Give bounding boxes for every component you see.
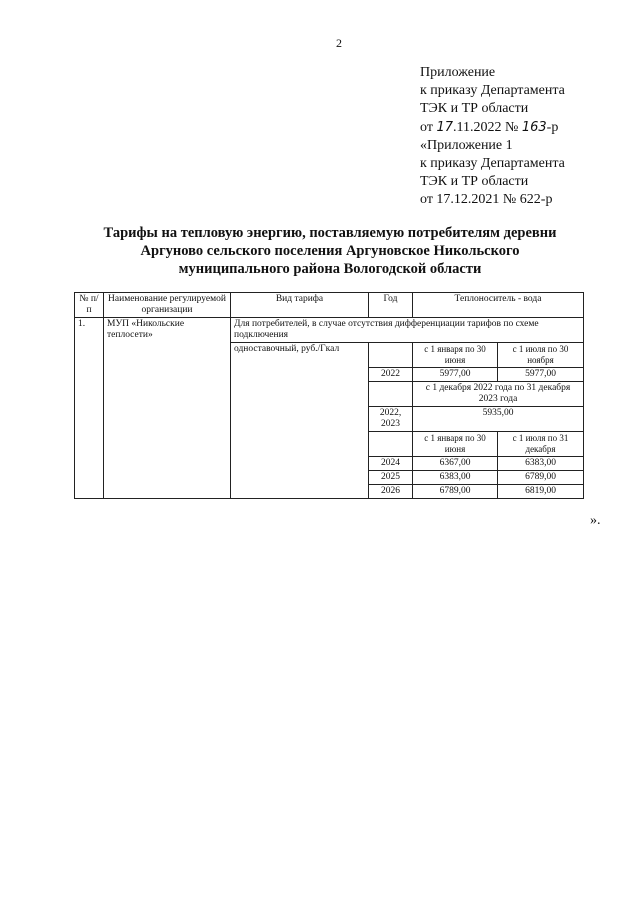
appendix-order-line — [420, 119, 565, 137]
value-cell: 5977,00 — [413, 368, 498, 382]
year-cell: 2026 — [369, 485, 413, 499]
period-cell: с 1 декабря 2022 года по 31 декабря 2023 года — [413, 382, 584, 407]
year-cell: 2022 — [369, 368, 413, 382]
header-num: № п/п — [75, 293, 104, 318]
header-org: Наименование регулируемой организации — [104, 293, 231, 318]
tariff-table — [74, 292, 584, 499]
page-number: 2 — [336, 36, 342, 50]
header-type: Вид тарифа — [231, 293, 369, 318]
value-cell: 6789,00 — [413, 485, 498, 499]
period-cell: с 1 июля по 30 ноября — [498, 343, 584, 368]
handwritten-number: 163 — [521, 119, 547, 135]
title-line: Тарифы на тепловую энергию, поставляемую потребителям деревни — [103, 225, 557, 241]
value-cell: 6789,00 — [498, 471, 584, 485]
appendix-block — [420, 64, 565, 210]
period-cell: с 1 января по 30 июня — [413, 343, 498, 368]
appendix-line: к приказу Департамента — [420, 156, 565, 172]
row-number: 1. — [75, 318, 104, 499]
appendix-line: от 17.12.2021 № 622-р — [420, 192, 553, 208]
document-title — [80, 224, 580, 278]
period-cell: с 1 января по 30 июня — [413, 432, 498, 457]
tariff-type: одноставочный, руб./Гкал — [231, 343, 369, 499]
value-cell: 5935,00 — [413, 407, 584, 432]
empty-cell — [369, 382, 413, 407]
value-cell: 5977,00 — [498, 368, 584, 382]
header-carrier: Теплоноситель - вода — [413, 293, 584, 318]
appendix-line: ТЭК и ТР области — [420, 101, 529, 117]
value-cell: 6367,00 — [413, 457, 498, 471]
year-cell: 2024 — [369, 457, 413, 471]
appendix-line: ТЭК и ТР области — [420, 174, 529, 190]
empty-cell — [369, 432, 413, 457]
table-header-row — [75, 293, 584, 318]
table-row — [75, 318, 584, 343]
header-year: Год — [369, 293, 413, 318]
appendix-line: «Приложение 1 — [420, 137, 513, 153]
order-date: .11.2022 № — [452, 119, 519, 135]
year-cell: 2025 — [369, 471, 413, 485]
title-line: Аргуново сельского поселения Аргуновское Никольского — [140, 243, 520, 259]
appendix-line: Приложение — [420, 65, 496, 80]
title-line: муниципального района Вологодской области — [178, 261, 482, 277]
value-cell: 6819,00 — [498, 485, 584, 499]
order-prefix: от — [420, 119, 433, 135]
appendix-line: к приказу Департамента — [420, 83, 565, 99]
year-cell: 2022, 2023 — [369, 407, 413, 432]
handwritten-day: 17 — [436, 119, 453, 135]
order-suffix: -р — [546, 119, 559, 135]
period-cell: с 1 июля по 31 декабря — [498, 432, 584, 457]
closing-quote: ». — [590, 513, 601, 528]
org-name: МУП «Никольские теплосети» — [104, 318, 231, 499]
value-cell: 6383,00 — [413, 471, 498, 485]
empty-cell — [369, 343, 413, 368]
value-cell: 6383,00 — [498, 457, 584, 471]
consumers-note: Для потребителей, в случае отсутствия дифференциации тарифов по схеме подключения — [231, 318, 584, 343]
